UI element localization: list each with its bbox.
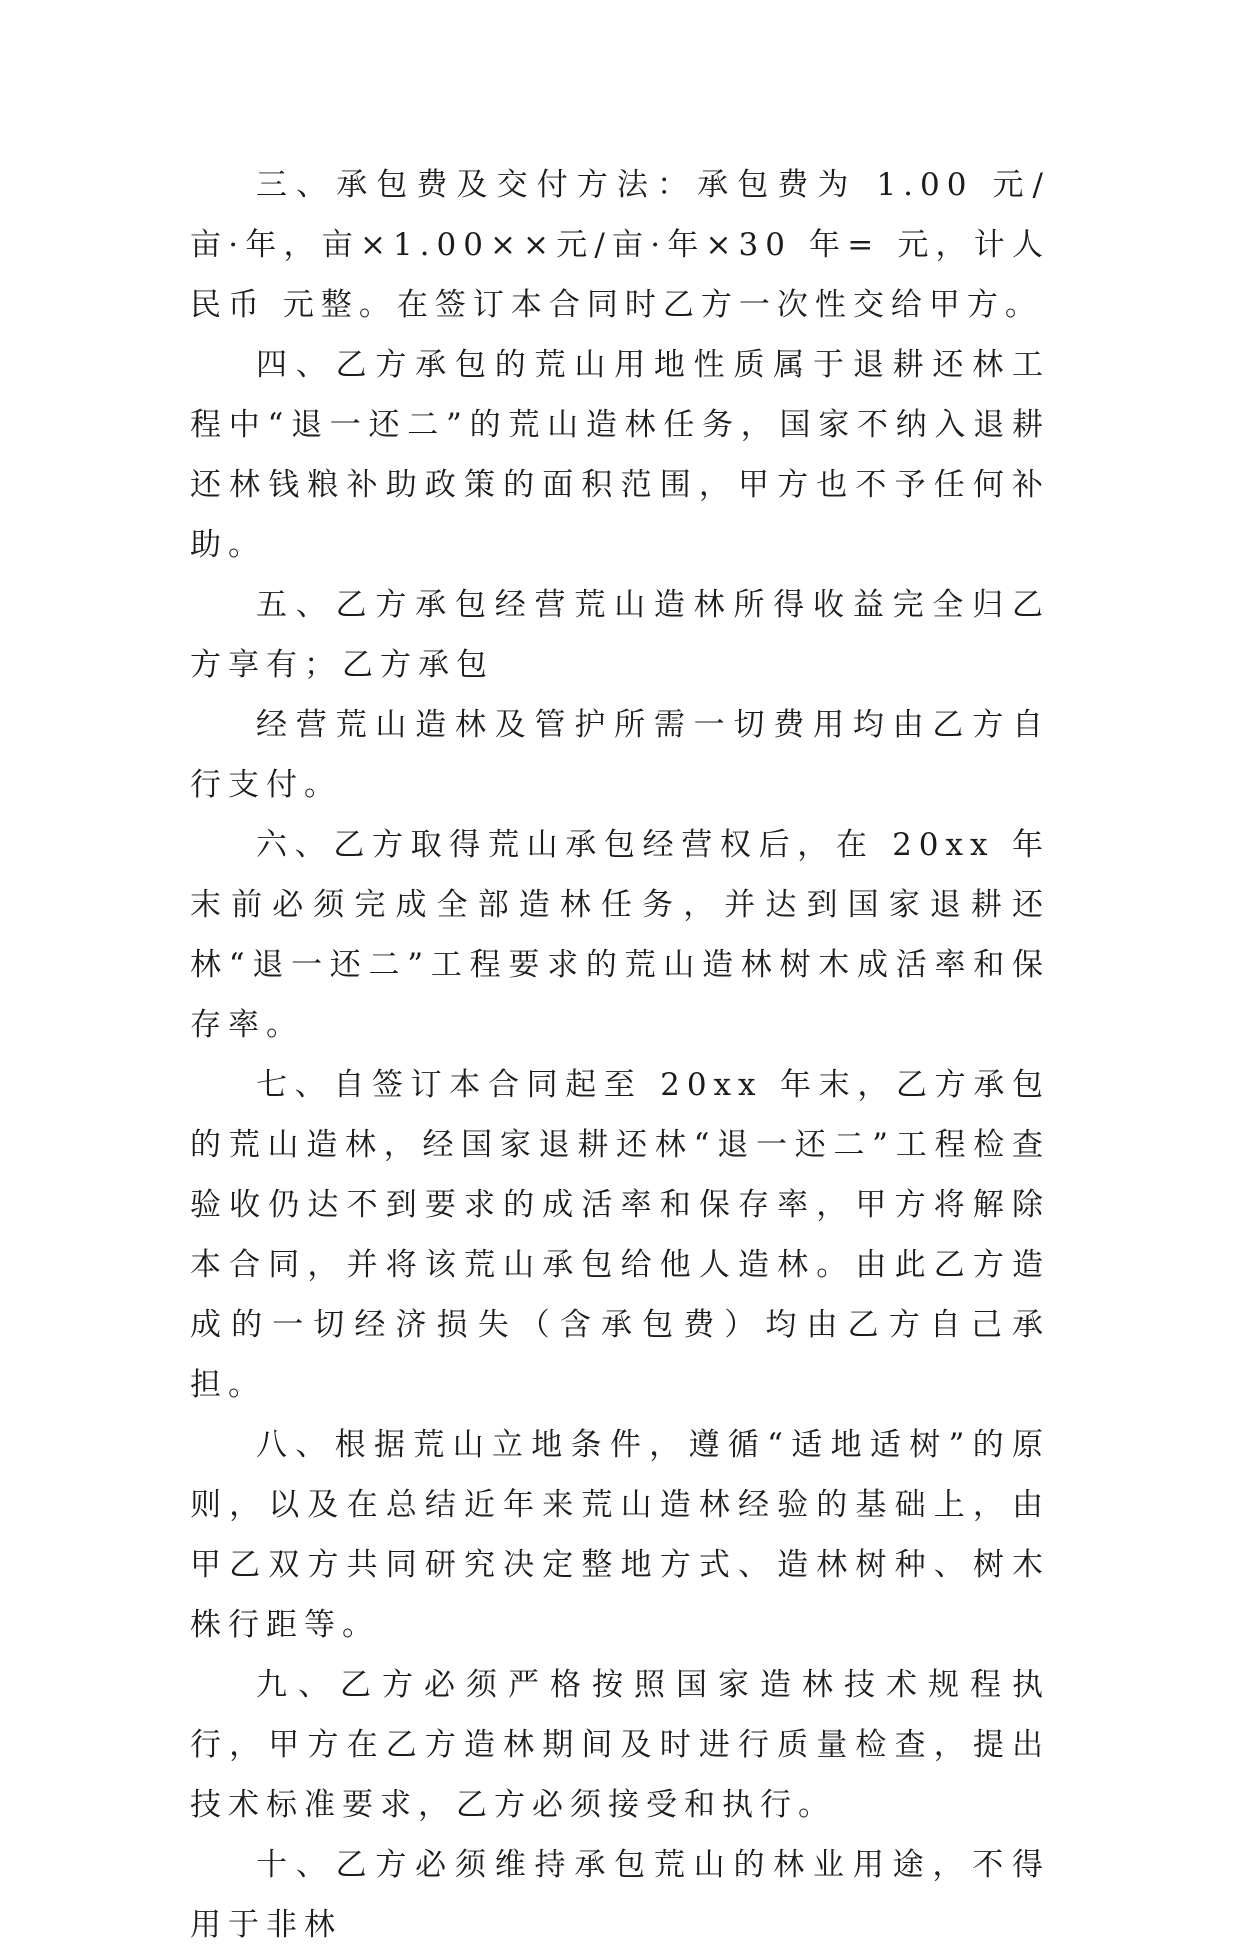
paragraph-fee-payment: 三、承包费及交付方法：承包费为 1.00 元/亩·年，亩×1.00××元/亩·年×30 年= 元，计人民币 元整。在签订本合同时乙方一次性交给甲方。	[190, 167, 1050, 323]
document-page	[190, 155, 1050, 1955]
paragraph-planting-method: 八、根据荒山立地条件，遵循“适地适树”的原则，以及在总结近年来荒山造林经验的基础上，由甲乙双方共同研究决定整地方式、造林树种、树木株行距等。	[190, 1427, 1050, 1643]
paragraph-income: 五、乙方承包经营荒山造林所得收益完全归乙方享有；乙方承包	[190, 587, 1050, 683]
paragraph-quality-inspection: 九、乙方必须严格按照国家造林技术规程执行，甲方在乙方造林期间及时进行质量检查，提出技术标准要求，乙方必须接受和执行。	[190, 1667, 1050, 1823]
paragraph-land-use: 十、乙方必须维持承包荒山的林业用途，不得用于非林	[190, 1847, 1050, 1943]
paragraph-expenses: 经营荒山造林及管护所需一切费用均由乙方自行支付。	[190, 707, 1050, 803]
paragraph-completion: 六、乙方取得荒山承包经营权后，在 20xx 年末前必须完成全部造林任务，并达到国家退耕还林“退一还二”工程要求的荒山造林树木成活率和保存率。	[190, 827, 1050, 1043]
paragraph-termination: 七、自签订本合同起至 20xx 年末，乙方承包的荒山造林，经国家退耕还林“退一还二”工程检查验收仍达不到要求的成活率和保存率，甲方将解除本合同，并将该荒山承包给他人造林。由此乙方造成的一切经济损失（含承包费）均由乙方自己承担。	[190, 1067, 1050, 1403]
paragraph-land-nature: 四、乙方承包的荒山用地性质属于退耕还林工程中“退一还二”的荒山造林任务，国家不纳入退耕还林钱粮补助政策的面积范围，甲方也不予任何补助。	[190, 347, 1050, 563]
